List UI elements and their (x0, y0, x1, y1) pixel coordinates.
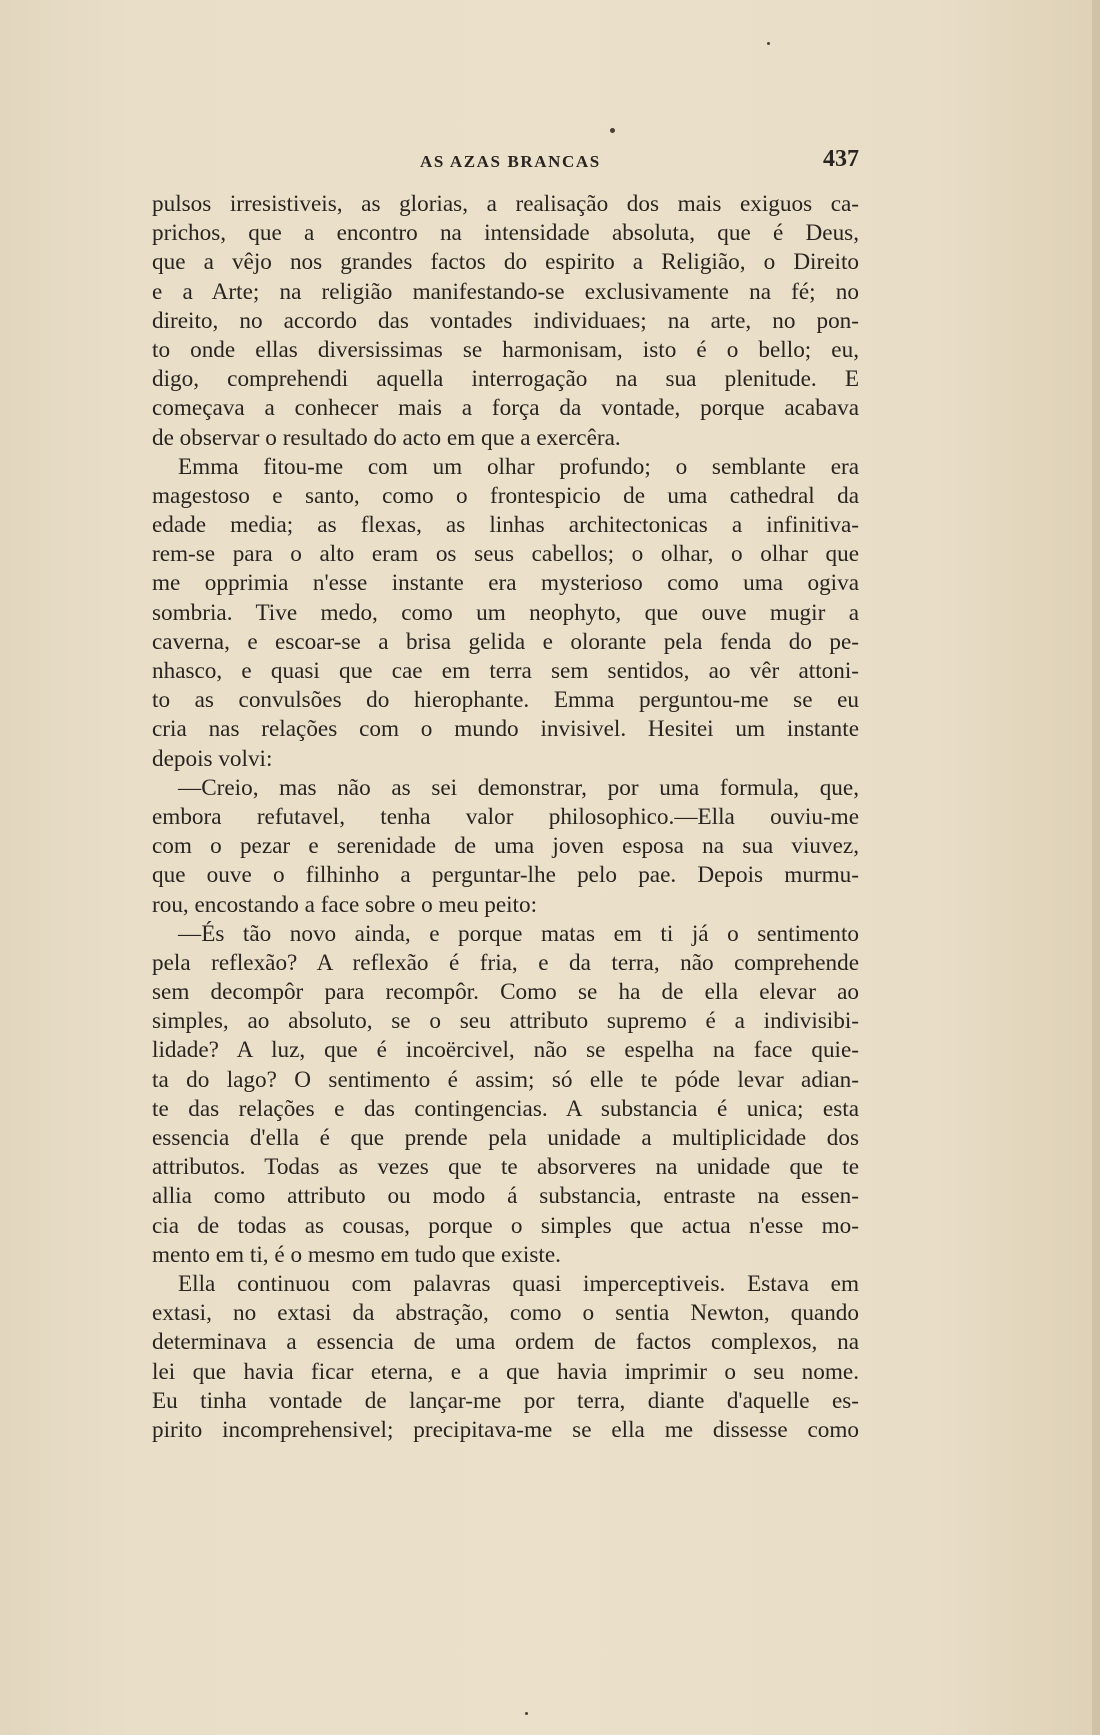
text-line: cria nas relações com o mundo invisivel. Hesitei um instante (152, 716, 859, 743)
text-line: Eu tinha vontade de lançar-me por terra, diante d'aquelle es- (152, 1387, 859, 1414)
text-line: lei que havia ficar eterna, e a que havia imprimir o seu nome. (152, 1358, 859, 1385)
text-line: me opprimia n'esse instante era mysterioso como uma ogiva (152, 570, 859, 597)
page-edge (1092, 0, 1100, 1735)
text-line: te das relações e das contingencias. A substancia é unica; esta (152, 1095, 859, 1122)
text-line: simples, ao absoluto, se o seu attributo supremo é a indivisibi- (152, 1008, 859, 1035)
running-title: AS AZAS BRANCAS (420, 152, 601, 171)
text-line: mento em ti, é o mesmo em tudo que existe. (152, 1241, 561, 1268)
text-line: com o pezar e serenidade de uma joven esposa na sua viuvez, (152, 833, 859, 860)
text-line: —És tão novo ainda, e porque matas em ti já o sentimento (178, 920, 859, 947)
text-line: e a Arte; na religião manifestando-se exclusivamente na fé; no (152, 278, 859, 305)
text-line: de observar o resultado do acto em que a exercêra. (152, 424, 621, 451)
text-line: essencia d'ella é que prende pela unidade a multiplicidade dos (152, 1125, 859, 1151)
text-line: depois volvi: (152, 745, 273, 772)
text-line: cia de todas as cousas, porque o simples que actua n'esse mo- (152, 1212, 859, 1239)
text-line: direito, no accordo das vontades individuaes; na arte, no pon- (152, 307, 859, 334)
page-header (152, 146, 859, 180)
ink-speck (610, 128, 615, 133)
text-line: to onde ellas diversissimas se harmonisam, isto é o bello; eu, (152, 336, 859, 363)
text-line: —Creio, mas não as sei demonstrar, por uma formula, que, (178, 774, 859, 801)
text-line: embora refutavel, tenha valor philosophico.—Ella ouviu-me (152, 803, 859, 830)
text-line: extasi, no extasi da abstração, como o sentia Newton, quando (152, 1300, 859, 1327)
text-line: edade media; as flexas, as linhas architectonicas a infinitiva- (152, 512, 859, 539)
body-text (152, 190, 859, 1445)
text-line: sem decompôr para recompôr. Como se ha de ella elevar ao (152, 979, 859, 1006)
text-line: determinava a essencia de uma ordem de factos complexos, na (152, 1329, 859, 1356)
text-line: pulsos irresistiveis, as glorias, a realisação dos mais exiguos ca- (152, 191, 859, 217)
text-line: prichos, que a encontro na intensidade absoluta, que é Deus, (152, 220, 859, 247)
ink-speck (525, 1712, 528, 1715)
text-line: ta do lago? O sentimento é assim; só elle te póde levar adian- (152, 1066, 859, 1093)
text-line: magestoso e santo, como o frontespicio de uma cathedral da (152, 482, 859, 509)
text-line: nhasco, e quasi que cae em terra sem sentidos, ao vêr attoni- (152, 658, 859, 684)
text-line: que a vêjo nos grandes factos do espirito a Religião, o Direito (152, 249, 859, 276)
text-line: caverna, e escoar-se a brisa gelida e olorante pela fenda do pe- (152, 628, 859, 655)
text-line: começava a conhecer mais a força da vontade, porque acabava (152, 395, 859, 422)
text-line: rou, encostando a face sobre o meu peito: (152, 891, 538, 918)
text-line: que ouve o filhinho a perguntar-lhe pelo pae. Depois murmu- (152, 862, 859, 889)
text-line: allia como attributo ou modo á substancia, entraste na essen- (152, 1183, 859, 1210)
page-number: 437 (823, 146, 859, 172)
text-line: lidade? A luz, que é incoërcivel, não se espelha na face quie- (152, 1037, 859, 1064)
text-line: pirito incomprehensivel; precipitava-me se ella me dissesse como (152, 1416, 859, 1443)
ink-speck (767, 42, 770, 45)
text-line: Emma fitou-me com um olhar profundo; o semblante era (178, 453, 859, 480)
text-line: to as convulsões do hierophante. Emma perguntou-me se eu (152, 687, 859, 714)
text-line: pela reflexão? A reflexão é fria, e da terra, não comprehende (152, 949, 859, 976)
text-line: Ella continuou com palavras quasi imperceptiveis. Estava em (178, 1270, 859, 1297)
text-line: sombria. Tive medo, como um neophyto, que ouve mugir a (152, 599, 859, 626)
text-line: digo, comprehendi aquella interrogação na sua plenitude. E (152, 366, 859, 393)
text-line: rem-se para o alto eram os seus cabellos; o olhar, o olhar que (152, 541, 859, 568)
text-line: attributos. Todas as vezes que te absorveres na unidade que te (152, 1154, 859, 1181)
